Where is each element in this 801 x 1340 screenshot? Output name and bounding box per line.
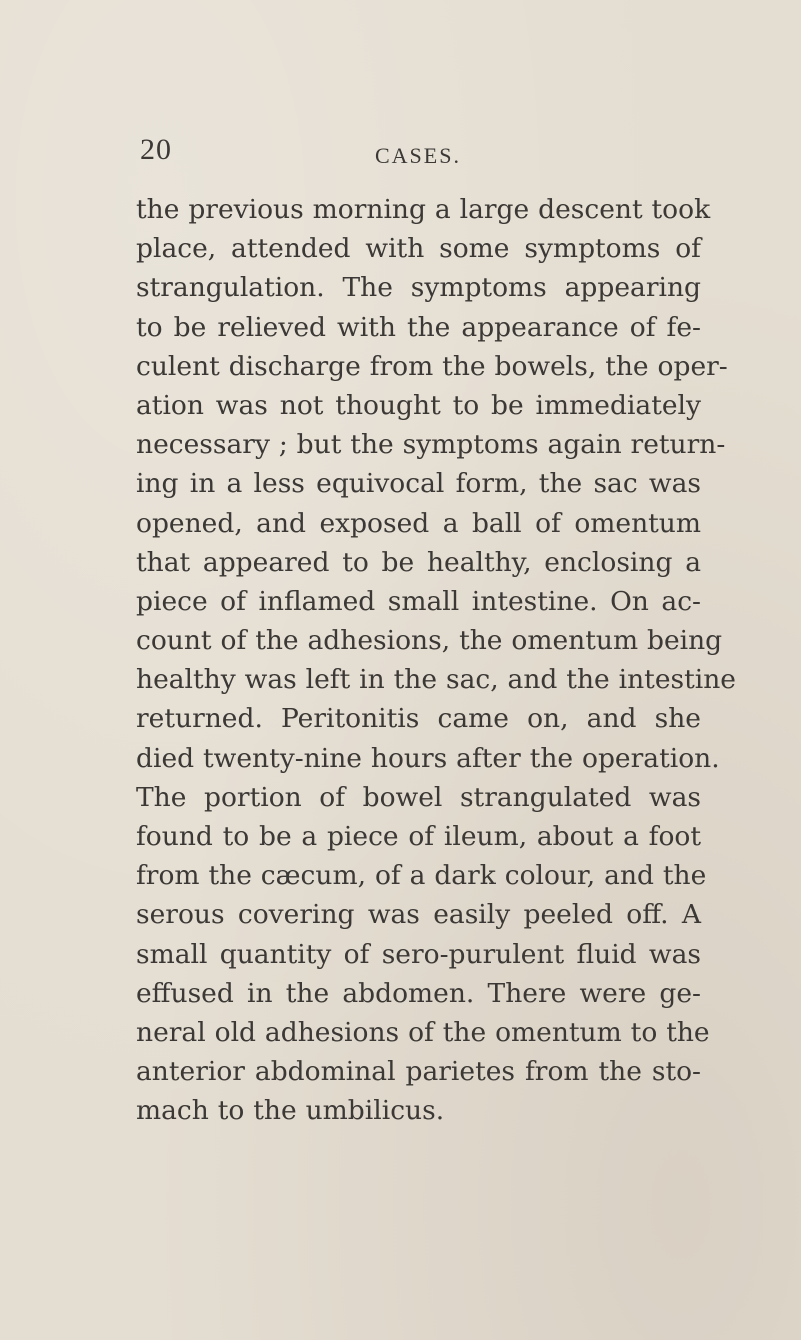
text-line: found to be a piece of ileum, about a foot [136, 821, 701, 852]
text-line: small quantity of sero-purulent fluid was [136, 938, 701, 970]
text-line: place, attended with some symptoms of [136, 233, 701, 265]
text-line: effused in the abdomen. There were ge- [136, 977, 701, 1009]
text-line: serous covering was easily peeled off. A [136, 899, 701, 931]
text-line: opened, and exposed a ball of omentum [136, 507, 701, 539]
page-number: 20 [140, 133, 172, 166]
body-paragraph [136, 190, 736, 1131]
text-line: piece of inflamed small intestine. On ac- [136, 585, 701, 617]
text-line: died twenty-nine hours after the operation. [136, 742, 720, 774]
text-line: ation was not thought to be immediately [136, 389, 701, 421]
text-line: mach to the umbilicus. [136, 1095, 445, 1127]
running-head [140, 133, 700, 169]
text-line: the previous morning a large descent took [136, 194, 711, 225]
text-line: healthy was left in the sac, and the intestine [136, 664, 736, 696]
text-line: necessary ; but the symptoms again return- [136, 429, 726, 461]
text-line: strangulation. The symptoms appearing [136, 272, 701, 304]
text-line: count of the adhesions, the omentum being [136, 625, 723, 657]
text-line: culent discharge from the bowels, the oper- [136, 350, 728, 382]
text-line: neral old adhesions of the omentum to the [136, 1016, 710, 1048]
text-line: from the cæcum, of a dark colour, and the [136, 860, 707, 892]
text-line: to be relieved with the appearance of fe- [136, 311, 701, 343]
text-line: ing in a less equivocal form, the sac was [136, 468, 701, 500]
text-line: that appeared to be healthy, enclosing a [136, 546, 701, 578]
text-line: The portion of bowel strangulated was [136, 781, 701, 813]
text-line: anterior abdominal parietes from the sto- [136, 1056, 701, 1088]
text-line: returned. Peritonitis came on, and she [136, 703, 701, 735]
running-title: CASES. [375, 143, 461, 168]
